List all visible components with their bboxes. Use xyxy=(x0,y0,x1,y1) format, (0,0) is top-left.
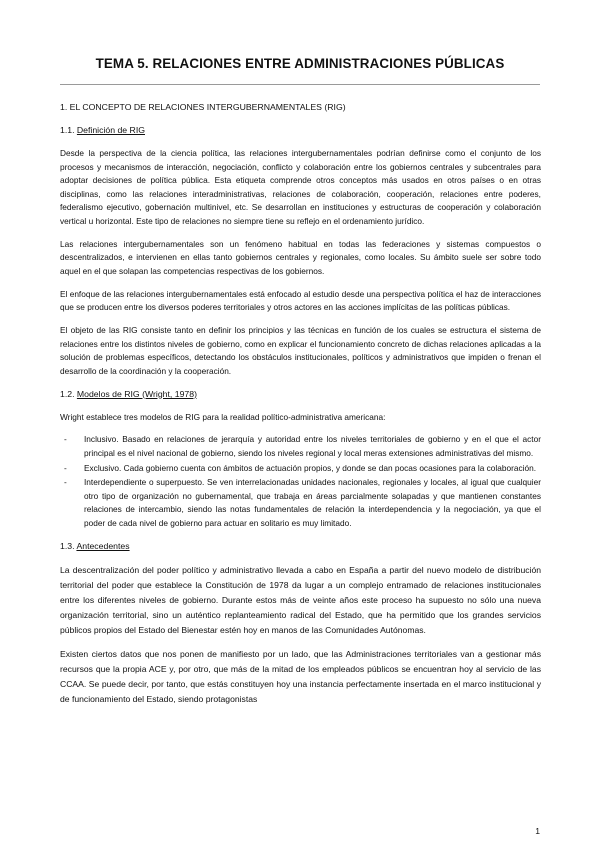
paragraph: El objeto de las RIG consiste tanto en definir los principios y las técnicas en función de los cuales se estructura el sistema de relaciones entre los distintos niveles de gobierno, como en explicar el funcionamiento concreto de dichas relaciones aplicadas a la solución de problemas específicos, detectando los obstáculos institucionales, políticos y administrativos que impiden o frenan el desarrollo de la coordinación y la cooperación. xyxy=(60,325,541,376)
paragraph: Wright establece tres modelos de RIG para la realidad político-administrativa americana: xyxy=(60,411,386,422)
list-item xyxy=(60,476,541,530)
section-number: 1.1. xyxy=(60,125,77,135)
section-number: 1.2. xyxy=(60,388,77,399)
model-list xyxy=(60,433,541,530)
list-item-text: Interdependiente o superpuesto. Se ven interrelacionadas unidades nacionales, regionales y locales, al igual que cualquier otro tipo de organización no gubernamental, que trabaja en áreas parcialmente solapadas y que mantienen constantes relaciones de intercambio, siendo las notas fundamentales de relación la interdependencia y la negociación, ya que el poder de cada nivel de gobierno para actuar en solitario es muy limitado. xyxy=(84,477,541,528)
section-1-1-heading xyxy=(60,124,541,136)
section-1-heading: 1. EL CONCEPTO DE RELACIONES INTERGUBERNAMENTALES (RIG) xyxy=(60,102,346,112)
paragraph: Desde la perspectiva de la ciencia política, las relaciones intergubernamentales podrían definirse como el conjunto de los procesos y mecanismos de interacción, negociación, conflicto y colaboración entre los gobiernos centrales y subcentrales para adoptar decisiones de política pública. Esta etiqueta comprende otros conceptos más usados en otros países o en otras disciplinas, como las relaciones interadministrativas, relaciones de colaboración, cooperación, relaciones entre poderes, federalismo ejecutivo, gobernación multinivel, etc. Se desarrollan en instituciones y estructuras de cooperación y colaboración vertical u horizontal. Este tipo de relaciones no siempre tiene su reflejo en el ordenamiento jurídico. xyxy=(60,148,541,226)
paragraph: La descentralización del poder político y administrativo llevada a cabo en España a partir del nuevo modelo de distribución territorial del poder que establece la Constitución de 1978 da lugar a un complejo entramado de relaciones institucionales entre los diferentes niveles de gobierno. Durante estos más de veinte años este proceso ha supuesto no sólo una nueva organización territorial, sino un auténtico replanteamiento radical del Estado, que ha permitido que los grandes servicios públicos propios del Estado del Bienestar estén hoy en manos de las Comunidades Autónomas. xyxy=(60,564,541,635)
paragraph: Existen ciertos datos que nos ponen de manifiesto por un lado, que las Administraciones territoriales van a gestionar más recursos que la propia ACE y, por otro, que más de la mitad de los empleados públicos se encuentran hoy al servicio de las CCAA. Se puede decir, por tanto, que estás constituyen hoy una instancia perfectamente insertada en el marco institucional y de funcionamiento del Estado, siendo protagonistas xyxy=(60,648,541,704)
page-title: TEMA 5. RELACIONES ENTRE ADMINISTRACIONES PÚBLICAS xyxy=(95,56,505,71)
bullet-dash: - xyxy=(64,434,67,445)
list-item xyxy=(60,433,541,460)
section-label: Definición de RIG xyxy=(76,125,145,135)
section-number: 1.3. xyxy=(60,540,77,551)
paragraph: Las relaciones intergubernamentales son un fenómeno habitual en todas las federaciones y sistemas compuestos o descentralizados, e intervienen en ellas tanto gobiernos centrales y regionales, como locales. Su ámbito suele ser sobre todo aquel en el que solapan las competencias respectivas de los gobiernos. xyxy=(60,238,541,276)
paragraph: El enfoque de las relaciones intergubernamentales está enfocado al estudio desde una perspectiva política el haz de interacciones que se producen entre los diversos poderes territoriales y otros actores en las acciones implícitas de las políticas públicas. xyxy=(60,288,541,313)
list-item-text: Inclusivo. Basado en relaciones de jerarquía y autoridad entre los niveles territoriales de gobierno y en el que el actor principal es el nivel nacional de gobierno, siendo los niveles regional y local meras extensiones administrativas del mismo. xyxy=(84,434,541,459)
section-label: Modelos de RIG (Wright, 1978) xyxy=(76,388,197,399)
title-divider xyxy=(60,84,540,85)
bullet-dash: - xyxy=(64,477,67,488)
page-number: 1 xyxy=(535,826,540,836)
list-item xyxy=(60,462,541,476)
section-1-2-heading xyxy=(60,388,541,400)
section-label: Antecedentes xyxy=(76,540,130,551)
bullet-dash: - xyxy=(64,462,67,473)
list-item-text: Exclusivo. Cada gobierno cuenta con ámbitos de actuación propios, y donde se dan pocas ocasiones para la colaboración. xyxy=(84,462,537,473)
document-body xyxy=(60,101,541,716)
section-1-3-heading xyxy=(60,540,541,552)
